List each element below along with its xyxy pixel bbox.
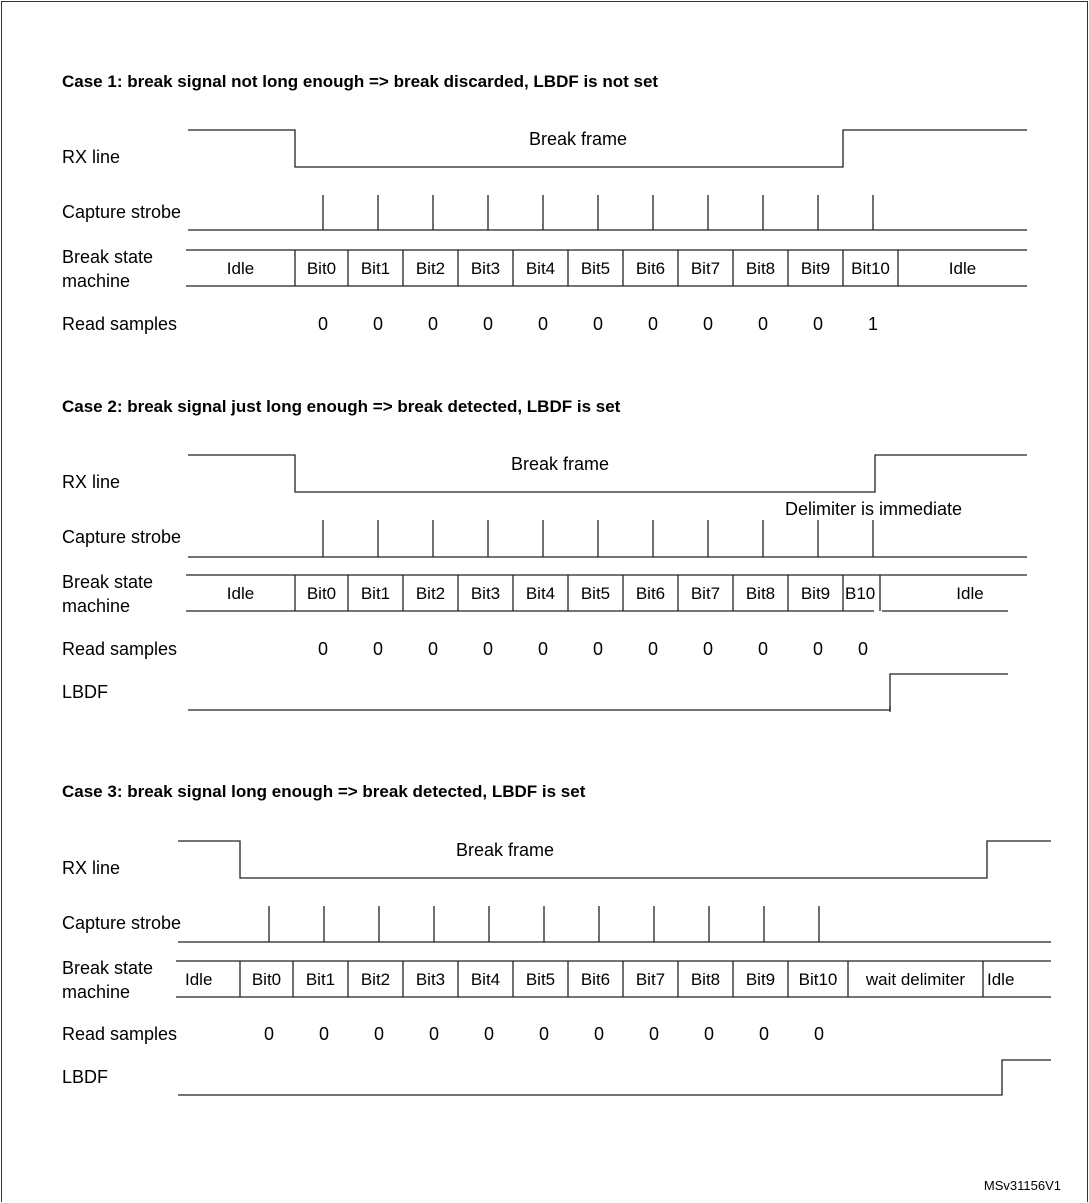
- case-1-state-cells: [227, 250, 976, 286]
- case-2-state-cell: Idle: [956, 584, 984, 603]
- case-2-state-label-line1: Break state: [62, 572, 154, 592]
- case-1-state-cell: Bit7: [690, 259, 721, 278]
- case-1-state-cell: Bit0: [306, 259, 337, 278]
- case-1-state-cell: Bit8: [745, 259, 776, 278]
- case-3-sample-values: [264, 1024, 824, 1044]
- case-1-state-cell: Bit4: [525, 259, 556, 278]
- case-1-sample-value: 0: [592, 314, 604, 334]
- case-3-state-cell: Idle: [987, 970, 1015, 989]
- case-2-state-cell: Bit3: [470, 584, 501, 603]
- case-2-sample-value: 0: [812, 639, 824, 659]
- case-3: [62, 782, 1051, 1095]
- case-2-sample-value: 0: [592, 639, 604, 659]
- case-1-state-label-line2: machine: [62, 271, 131, 291]
- case-2-state-label-line2: machine: [62, 596, 131, 616]
- case-2-sample-values: [318, 639, 868, 659]
- case-1-sample-value: 0: [537, 314, 549, 334]
- case-3-state-cell: Bit6: [580, 970, 611, 989]
- case-2-state-cell: Bit8: [745, 584, 776, 603]
- case-2-delimiter-note: Delimiter is immediate: [785, 499, 963, 519]
- case-2-strobe-label: Capture strobe: [62, 527, 182, 547]
- case-1-state-cell: Bit9: [800, 259, 831, 278]
- case-3-state-cell: Bit2: [360, 970, 391, 989]
- case-2-state-cell: Bit6: [635, 584, 666, 603]
- case-2-state-cell: Bit4: [525, 584, 556, 603]
- case-3-break-frame-label: Break frame: [455, 840, 555, 860]
- case-2-state-cell: Bit1: [360, 584, 391, 603]
- case-3-sample-value: 0: [648, 1024, 660, 1044]
- case-3-state-cell: Bit1: [305, 970, 336, 989]
- case-2-state-cell: Bit0: [306, 584, 337, 603]
- case-3-sample-value: 0: [428, 1024, 440, 1044]
- case-1-state-cell: Bit2: [415, 259, 446, 278]
- case-2-sample-value: 0: [427, 639, 439, 659]
- case-3-lbdf-label: LBDF: [62, 1067, 109, 1087]
- case-2: [62, 397, 1027, 712]
- case-2-state-cell: Bit9: [800, 584, 831, 603]
- case-1-state-cell: Idle: [948, 259, 977, 278]
- case-2-state-cell: Idle: [226, 584, 255, 603]
- case-3-title: Case 3: break signal long enough => break detected, LBDF is set: [62, 782, 586, 801]
- case-2-sample-value: 0: [647, 639, 659, 659]
- case-1-state-cell: Bit3: [470, 259, 501, 278]
- case-1-samples-label: Read samples: [62, 314, 178, 334]
- case-3-state-cell: Bit7: [635, 970, 666, 989]
- case-3-state-cell: Bit3: [415, 970, 446, 989]
- case-1-state-cell: Bit10: [851, 259, 890, 278]
- case-3-state-cell: Bit5: [525, 970, 556, 989]
- case-2-state-cell: Bit7: [690, 584, 721, 603]
- case-2-state-cell: Bit2: [415, 584, 446, 603]
- case-3-state-cell: Bit10: [798, 970, 838, 989]
- case-3-strobe-pulses: [269, 906, 819, 942]
- case-3-sample-value: 0: [318, 1024, 330, 1044]
- case-3-state-cells: [185, 961, 1014, 997]
- case-3-sample-value: 0: [483, 1024, 495, 1044]
- case-2-state-cells: [227, 575, 984, 611]
- case-1-state-cell: Bit1: [360, 259, 391, 278]
- case-3-state-label-line1: Break state: [62, 958, 154, 978]
- case-1-break-frame-label: Break frame: [528, 129, 628, 149]
- case-2-lbdf-label: LBDF: [62, 682, 109, 702]
- case-2-sample-value: 0: [482, 639, 494, 659]
- case-2-sample-value: 0: [372, 639, 384, 659]
- case-1-sample-value: 0: [812, 314, 824, 334]
- case-3-state-label-line2: machine: [62, 982, 131, 1002]
- case-1-sample-value: 0: [757, 314, 769, 334]
- case-1-state-cell: Bit5: [580, 259, 611, 278]
- case-3-state-cell: Idle: [185, 970, 213, 989]
- case-3-state-cell: wait delimiter: [865, 970, 966, 989]
- case-2-lbdf-waveform: [188, 674, 1008, 710]
- case-1-sample-value: 0: [702, 314, 714, 334]
- case-1-title: Case 1: break signal not long enough => break discarded, LBDF is not set: [62, 72, 659, 91]
- case-1-sample-value: 1: [867, 314, 879, 334]
- case-1-state-label-line1: Break state: [62, 247, 154, 267]
- case-2-sample-value: 0: [702, 639, 714, 659]
- case-1-sample-value: 0: [482, 314, 494, 334]
- case-1-sample-value: 0: [427, 314, 439, 334]
- case-2-sample-value: 0: [317, 639, 329, 659]
- case-1-sample-value: 0: [317, 314, 329, 334]
- case-1-strobe-pulses: [323, 195, 873, 230]
- case-2-samples-label: Read samples: [62, 639, 178, 659]
- case-2-title: Case 2: break signal just long enough => break detected, LBDF is set: [62, 397, 621, 416]
- case-2-strobe-pulses: [323, 520, 873, 557]
- case-3-sample-value: 0: [703, 1024, 715, 1044]
- case-3-rx-label: RX line: [62, 858, 121, 878]
- case-1-sample-value: 0: [372, 314, 384, 334]
- case-2-rx-label: RX line: [62, 472, 121, 492]
- case-1-state-cell: Bit6: [635, 259, 666, 278]
- case-1-sample-values: [318, 314, 878, 334]
- case-2-sample-value: 0: [757, 639, 769, 659]
- case-1-rx-label: RX line: [62, 147, 121, 167]
- reference-code: MSv31156V1: [983, 1178, 1061, 1193]
- case-3-sample-value: 0: [813, 1024, 825, 1044]
- case-3-state-cell: Bit8: [690, 970, 721, 989]
- case-2-sample-value: 0: [857, 639, 869, 659]
- case-1-sample-value: 0: [647, 314, 659, 334]
- case-2-break-frame-label: Break frame: [510, 454, 610, 474]
- case-2-sample-value: 0: [537, 639, 549, 659]
- case-3-state-cell: Bit0: [251, 970, 282, 989]
- case-3-sample-value: 0: [538, 1024, 550, 1044]
- case-3-sample-value: 0: [263, 1024, 275, 1044]
- case-3-rx-waveform: [178, 841, 1051, 878]
- case-3-sample-value: 0: [758, 1024, 770, 1044]
- case-3-strobe-label: Capture strobe: [62, 913, 182, 933]
- case-3-lbdf-waveform: [178, 1060, 1051, 1095]
- case-1-state-cell: Idle: [226, 259, 255, 278]
- case-2-state-cell: Bit5: [580, 584, 611, 603]
- case-1-strobe-label: Capture strobe: [62, 202, 182, 222]
- case-3-state-cell: Bit4: [470, 970, 501, 989]
- case-3-state-cell: Bit9: [745, 970, 776, 989]
- case-3-sample-value: 0: [593, 1024, 605, 1044]
- case-1: [62, 72, 1027, 334]
- case-3-sample-value: 0: [373, 1024, 385, 1044]
- case-3-samples-label: Read samples: [62, 1024, 178, 1044]
- case-2-state-cell: B10: [845, 584, 876, 603]
